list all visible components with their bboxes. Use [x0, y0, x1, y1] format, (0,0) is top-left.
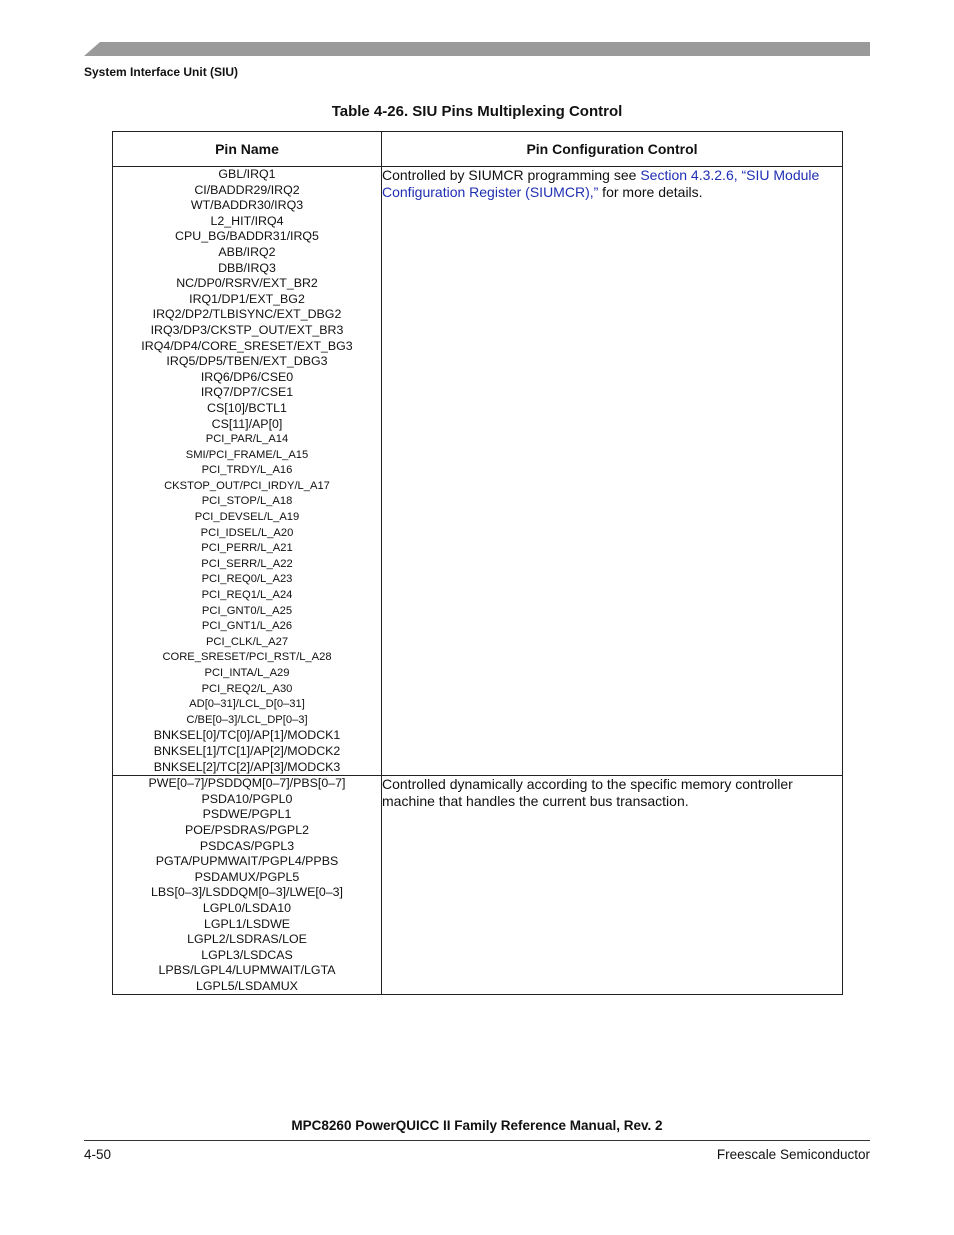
page-number: 4-50: [84, 1147, 112, 1162]
section-title: System Interface Unit (SIU): [84, 65, 239, 79]
pin-name: PSDCAS/PGPL3: [199, 838, 295, 853]
table-row: [113, 776, 843, 995]
manual-title: MPC8260 PowerQUICC II Family Reference Manual, Rev. 2: [291, 1118, 663, 1133]
pin-name: C/BE[0–3]/LCL_DP[0–3]: [186, 713, 308, 726]
pin-name: IRQ5/DP5/TBEN/EXT_DBG3: [166, 354, 328, 369]
pin-name: IRQ3/DP3/CKSTP_OUT/EXT_BR3: [150, 322, 344, 337]
section-link[interactable]: Section 4.3.2.6, “SIU Module Configuration Register (SIUMCR),”: [382, 167, 820, 200]
header-decorative-bar: [84, 42, 870, 56]
pin-name: LGPL1/LSDWE: [203, 916, 291, 931]
publisher-name: Freescale Semiconductor: [716, 1147, 870, 1162]
pin-name: SMI/PCI_FRAME/L_A15: [185, 448, 309, 461]
pin-name: CPU_BG/BADDR31/IRQ5: [175, 229, 319, 244]
pin-name: LGPL0/LSDA10: [202, 900, 292, 915]
pin-name: LBS[0–3]/LSDDQM[0–3]/LWE[0–3]: [151, 885, 343, 900]
pin-name: PCI_REQ0/L_A23: [201, 573, 293, 586]
pin-name-cell: [113, 776, 382, 995]
pin-name: LGPL3/LSDCAS: [201, 947, 293, 962]
pin-name: LGPL2/LSDRAS/LOE: [187, 932, 307, 947]
pin-name: WT/BADDR30/IRQ3: [190, 198, 304, 213]
pin-name: BNKSEL[2]/TC[2]/AP[3]/MODCK3: [153, 759, 341, 774]
pin-name: PCI_CLK/L_A27: [205, 635, 289, 648]
pin-name: CS[11]/AP[0]: [211, 416, 283, 431]
pin-name: PCI_TRDY/L_A16: [201, 464, 293, 477]
pin-name: PCI_DEVSEL/L_A19: [194, 511, 300, 524]
pin-name: IRQ2/DP2/TLBISYNC/EXT_DBG2: [152, 307, 342, 322]
pin-name: PCI_IDSEL/L_A20: [200, 526, 294, 539]
config-text-tail: for more details.: [598, 184, 703, 200]
pin-name: POE/PSDRAS/PGPL2: [185, 822, 309, 837]
pin-name: PCI_PERR/L_A21: [201, 542, 293, 555]
pin-name: PCI_SERR/L_A22: [201, 557, 293, 570]
pin-name: PSDAMUX/PGPL5: [194, 869, 300, 884]
pin-name: IRQ4/DP4/CORE_SRESET/EXT_BG3: [141, 338, 353, 353]
pin-name-cell: [113, 167, 382, 776]
pin-name: PSDWE/PGPL1: [202, 807, 292, 822]
pin-name: CKSTOP_OUT/PCI_IRDY/L_A17: [164, 479, 330, 492]
pin-name: PCI_STOP/L_A18: [201, 495, 293, 508]
pin-config-cell: [382, 167, 843, 776]
pin-name: PCI_REQ1/L_A24: [201, 589, 293, 602]
pin-name: PCI_PAR/L_A14: [205, 433, 289, 446]
table-header-row: [113, 132, 843, 167]
pin-name: ABB/IRQ2: [218, 244, 276, 259]
pin-name: IRQ1/DP1/EXT_BG2: [189, 291, 305, 306]
pin-name: CI/BADDR29/IRQ2: [194, 182, 300, 197]
pin-name: LPBS/LGPL4/LUPMWAIT/LGTA: [158, 963, 336, 978]
pin-name: CS[10]/BCTL1: [207, 400, 287, 415]
pin-name: PSDA10/PGPL0: [201, 791, 293, 806]
pin-name: GBL/IRQ1: [218, 167, 276, 181]
table-title: Table 4-26. SIU Pins Multiplexing Control: [331, 103, 623, 120]
pin-config-cell: Controlled dynamically according to the specific memory controller machine that handles the current bus transaction.: [382, 776, 843, 995]
pin-name: AD[0–31]/LCL_D[0–31]: [189, 698, 305, 711]
pin-name: PCI_GNT0/L_A25: [201, 604, 293, 617]
pin-name: NC/DP0/RSRV/EXT_BR2: [176, 276, 318, 291]
pin-name: IRQ7/DP7/CSE1: [200, 385, 294, 400]
table-row: [113, 167, 843, 776]
pin-name: IRQ6/DP6/CSE0: [200, 369, 294, 384]
pin-name: DBB/IRQ3: [218, 260, 276, 275]
config-text: Controlled by SIUMCR programming see: [382, 167, 641, 183]
pin-name: PCI_GNT1/L_A26: [201, 620, 293, 633]
pin-name: PWE[0–7]/PSDDQM[0–7]/PBS[0–7]: [148, 776, 346, 791]
pin-name: PCI_REQ2/L_A30: [201, 682, 293, 695]
pin-name: CORE_SRESET/PCI_RST/L_A28: [162, 651, 332, 664]
footer-divider: [84, 1140, 870, 1141]
pin-name: BNKSEL[0]/TC[0]/AP[1]/MODCK1: [153, 728, 341, 743]
pin-name: LGPL5/LSDAMUX: [196, 978, 298, 993]
pin-name: PCI_INTA/L_A29: [204, 667, 290, 679]
column-header-pin-config: Pin Configuration Control: [382, 132, 843, 167]
pins-multiplexing-table: [112, 131, 843, 995]
pin-name: L2_HIT/IRQ4: [210, 213, 284, 228]
column-header-pin-name: Pin Name: [113, 132, 382, 167]
pin-name: PGTA/PUPMWAIT/PGPL4/PPBS: [155, 854, 339, 869]
pin-name: BNKSEL[1]/TC[1]/AP[2]/MODCK2: [153, 743, 341, 758]
